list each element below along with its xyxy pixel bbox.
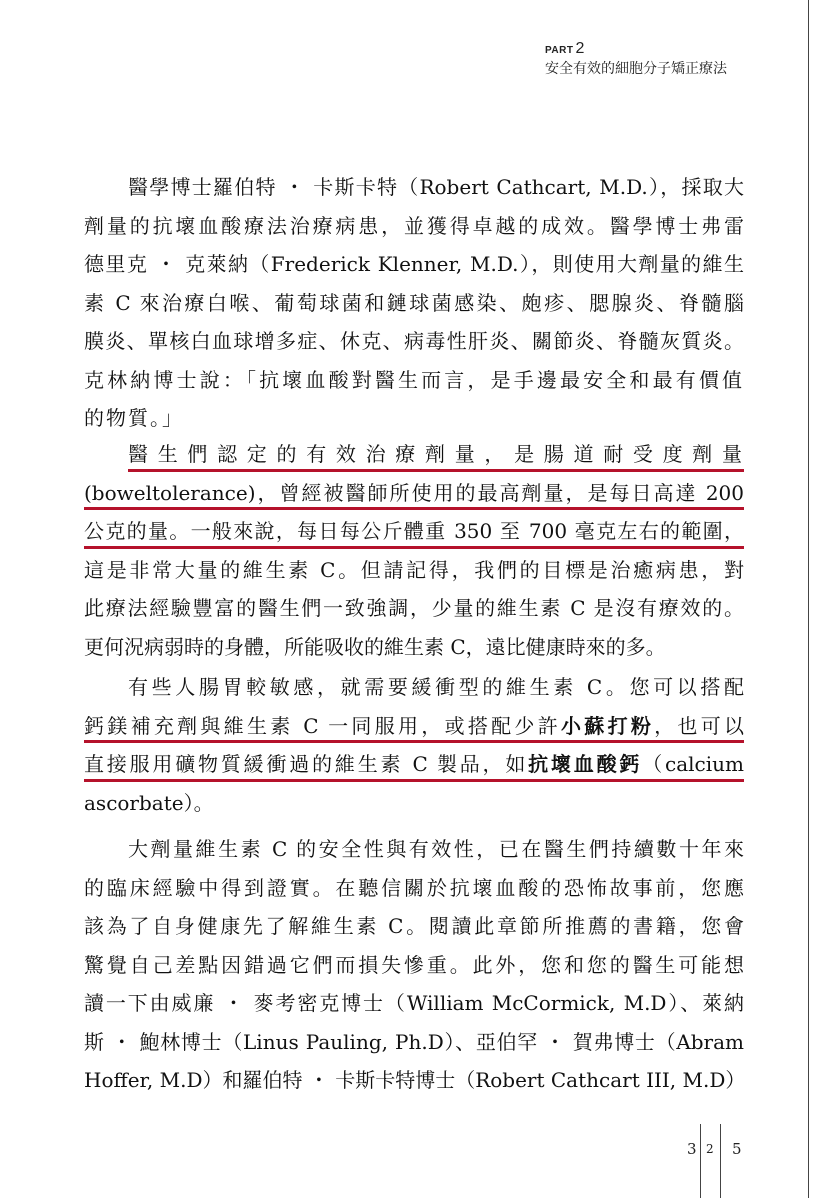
highlighted-line — [84, 707, 744, 746]
page-edge-rule — [808, 0, 809, 1198]
chapter-subtitle: 安全有效的細胞分子矯正療法 — [545, 61, 727, 77]
page-number-digit: 5 — [732, 1140, 742, 1158]
text-line: 驚覺自己差點因錯過它們而損失慘重。此外，您和您的醫生可能想 — [84, 952, 744, 977]
footer-rule-2 — [720, 1124, 721, 1198]
page-number-digit: 3 — [687, 1140, 697, 1158]
text-segment: 直接服用礦物質緩衝過的維生素 C 製品，如 — [84, 752, 529, 776]
text-line: 醫學博士羅伯特 ・ 卡斯卡特（Robert Cathcart, M.D.），採取大 — [128, 175, 744, 199]
text-line: 劑量的抗壞血酸療法治療病患，並獲得卓越的成效。醫學博士弗雷 — [84, 213, 744, 238]
text-line: 更何況病弱時的身體，所能吸收的維生素 C，遠比健康時來的多。 — [84, 634, 666, 659]
highlighted-line — [84, 745, 744, 784]
page-number-digit: 2 — [706, 1142, 714, 1156]
text-line: 有些人腸胃較敏感，就需要緩衝型的維生素 C。您可以搭配 — [128, 675, 744, 699]
text-line: 克林納博士說：「抗壞血酸對醫生而言，是手邊最安全和最有價值 — [84, 367, 744, 392]
text-line: 此療法經驗豐富的醫生們一致強調，少量的維生素 C 是沒有療效的。 — [84, 596, 744, 620]
text-line: 素 C 來治療白喉、葡萄球菌和鏈球菌感染、皰疹、腮腺炎、脊髓腦 — [84, 290, 744, 315]
part-word: PART — [545, 45, 574, 56]
part-number: 2 — [575, 40, 585, 57]
paragraph-3 — [84, 668, 744, 822]
text-segment: 鈣鎂補充劑與維生素 C 一同服用，或搭配少許 — [84, 713, 561, 738]
text-segment: （calcium — [642, 752, 744, 776]
text-line: 讀一下由威廉 ・ 麥考密克博士（William McCormick, M.D）、萊納 — [84, 991, 744, 1015]
paragraph-4 — [84, 830, 744, 1100]
text-line: 該為了自身健康先了解維生素 C。閱讀此章節所推薦的書籍，您會 — [84, 914, 744, 938]
text-line: 這是非常大量的維生素 C。但請記得，我們的目標是治癒病患，對 — [84, 557, 744, 582]
paragraph-2 — [84, 435, 744, 666]
highlighted-line: 公克的量。一般來說，每日每公斤體重 350 至 700 毫克左右的範圍， — [84, 512, 744, 551]
text-line: ascorbate）。 — [84, 790, 214, 815]
highlighted-line: (boweltolerance)，曾經被醫師所使用的最高劑量，是每日高達 200 — [84, 474, 744, 513]
text-line: 的臨床經驗中得到證實。在聽信關於抗壞血酸的恐怖故事前，您應 — [84, 875, 744, 900]
text-segment: ，也可以 — [654, 713, 744, 738]
text-line: 的物質。」 — [84, 406, 184, 430]
paragraph-1 — [84, 168, 744, 438]
text-line: 大劑量維生素 C 的安全性與有效性，已在醫生們持續數十年來 — [128, 837, 744, 861]
part-label — [545, 40, 727, 58]
text-line: 膜炎、單核白血球增多症、休克、病毒性肝炎、關節炎、脊髓灰質炎。 — [84, 329, 744, 353]
text-line: 德里克 ・ 克萊納（Frederick Klenner, M.D.），則使用大劑量的維生 — [84, 252, 744, 276]
emphasis-baking-soda: 小蘇打粉 — [561, 713, 655, 738]
text-line: Hoffer, M.D）和羅伯特 ・ 卡斯卡特博士（Robert Cathcart III, M.D） — [84, 1068, 746, 1092]
text-line: 斯 ・ 鮑林博士（Linus Pauling, Ph.D）、亞伯罕 ・ 賀弗博士（Abram — [84, 1029, 744, 1054]
footer-rule-1 — [700, 1124, 701, 1198]
running-header — [545, 40, 727, 78]
emphasis-calcium-ascorbate: 抗壞血酸鈣 — [528, 752, 643, 776]
highlighted-line: 醫生們認定的有效治療劑量，是腸道耐受度劑量 — [128, 435, 744, 474]
